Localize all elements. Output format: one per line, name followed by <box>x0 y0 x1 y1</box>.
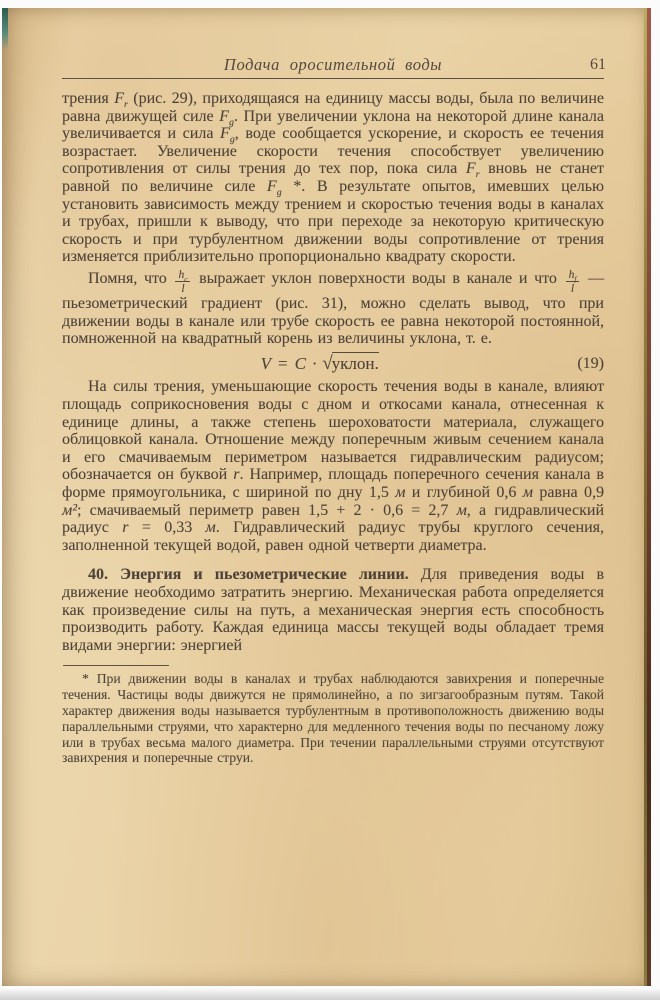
force-symbol: F <box>266 177 277 195</box>
text-run: *. В результате опытов, имевших целью установить зависимость между трением и скоростью течения воды в каналах и трубах, пришли к выводу, что при переходе за некоторую критическую скорость и при турбулентном движении воды сопротивление от трения изменяется приблизительно пропорционально квадрату скорости. <box>62 177 604 266</box>
equation-number: (19) <box>577 354 604 372</box>
force-symbol: F <box>219 107 229 125</box>
page-header <box>62 55 604 75</box>
text-run: Помня, что <box>88 269 174 287</box>
text-run: = 0,33 <box>128 519 206 537</box>
page-edge-stripe-maroon <box>647 8 651 986</box>
text-run: Для приведения воды в движение необходимо затратить энергию. Механическая работа определяется как произведение силы на путь, а механическая энергия есть способность производить работу. Каждая единица массы текущей воды обладает тремя видами энергии: энергией <box>62 566 604 654</box>
page-body <box>62 90 604 766</box>
force-subscript: g <box>276 187 282 199</box>
equation-19 <box>62 352 604 374</box>
text-run: На силы трения, уменьшающие скорость течения воды в канале, влияют площадь соприкосновения воды с дном и откосами канала, отнесенная к единице длины, а также степень шероховатости материала, служащего облицовкой канала. Отношение между поперечным живым сечением канала и его смачиваемым периметром называется гидравлическим радиусом; обозначается он буквой <box>62 378 604 484</box>
text-run: , воде сообщается ускорение, и скорость ее течения возрастает. Увеличение скорости течения способствует увеличению сопротивления от силы трения до тех пор, пока сила <box>62 125 604 178</box>
variable: l <box>570 283 575 295</box>
text-run: и глубиной 0,6 <box>405 484 523 501</box>
force-symbol: F <box>465 160 476 178</box>
fraction-hf-over-l <box>566 269 580 295</box>
variable-subscript: f <box>574 275 577 284</box>
fraction-denominator <box>175 282 190 295</box>
text-run: равна 0,9 <box>532 484 604 501</box>
fraction-numerator <box>175 269 190 282</box>
unit-symbol: м <box>205 519 216 537</box>
paragraph-1 <box>62 90 604 266</box>
scan-margin-bottom <box>0 987 660 1000</box>
book-page <box>2 8 648 986</box>
paragraph-3 <box>62 378 604 554</box>
unit-symbol: м <box>395 484 406 501</box>
text-run: . Например, площадь поперечного сечения канала в форме прямоугольника, с шириной по дну 1,5 <box>62 466 604 501</box>
force-symbol: F <box>114 90 124 107</box>
text-run: выражает уклон поверхности воды в канале и что <box>192 269 564 287</box>
text-run: вновь не станет равной по величине силе <box>62 160 604 195</box>
unit-symbol: м <box>456 501 467 519</box>
force-subscript: r <box>475 169 480 181</box>
variable: l <box>181 283 185 295</box>
header-rule <box>62 78 604 79</box>
variable: r <box>122 519 129 537</box>
equation-lhs: V = C · <box>260 353 317 373</box>
unit-symbol: м <box>522 484 533 501</box>
paragraph-4-section-40 <box>62 566 604 654</box>
footnote: * При движении воды в каналах и трубах наблюдаются завихрения и поперечные течения. Частицы воды движутся не прямолинейно, а по зигзагообразным путям. Такой характер движения воды называется турбулентным в противоположность движению воды параллельными струями, что характерно для медленного течения воды по песчаному ложу или в трубах весьма малого диаметра. При течении параллельными струями отсутствуют завихрения и поперечные струи. <box>62 671 604 766</box>
variable: h <box>178 268 185 281</box>
fraction-hc-over-l <box>175 269 190 295</box>
footnote-rule <box>63 665 169 666</box>
force-subscript: g <box>229 134 235 146</box>
fraction-numerator <box>566 269 580 282</box>
section-heading: 40. Энергия и пьезометрические линии. <box>88 566 409 584</box>
variable-subscript: c <box>184 275 188 284</box>
equation-radicand: уклон. <box>331 353 379 373</box>
force-symbol: F <box>220 125 230 143</box>
running-title: Подача оросительной воды <box>223 55 443 74</box>
text-run: (рис. 29), приходящаяся на единицу массы воды, была по величине равна движущей силе <box>62 90 604 125</box>
text-run: , а гидравлический радиус <box>62 501 605 537</box>
equation-formula <box>62 352 577 374</box>
unit-symbol: м² <box>62 501 78 519</box>
paragraph-2 <box>62 269 604 348</box>
force-subscript: g <box>228 116 234 128</box>
text-run: ; смачиваемый периметр равен 1,5 + 2 · 0,6 = 2,7 <box>77 501 457 519</box>
text-run: — пьезометрический градиент (рис. 31), можно сделать вывод, что при движении воды в канале или трубе скорость ее равна некоторой постоянной, помноженной на квадратный корень из величины уклона, т. е. <box>62 269 605 348</box>
text-run: . При увеличении уклона на некоторой длине канала увеличивается и сила <box>62 107 604 143</box>
text-run: . Гидравлический радиус трубы круглого сечения, заполненной текущей водой, равен одной четверти диаметра. <box>62 519 604 554</box>
fraction-denominator <box>566 282 580 295</box>
book-edge-mark <box>2 8 8 50</box>
text-run: трения <box>62 90 115 107</box>
square-root-sign: √ <box>322 352 333 374</box>
variable: h <box>568 268 575 281</box>
force-subscript: r <box>123 99 128 111</box>
page-number: 61 <box>590 56 606 73</box>
variable: r <box>233 466 240 484</box>
